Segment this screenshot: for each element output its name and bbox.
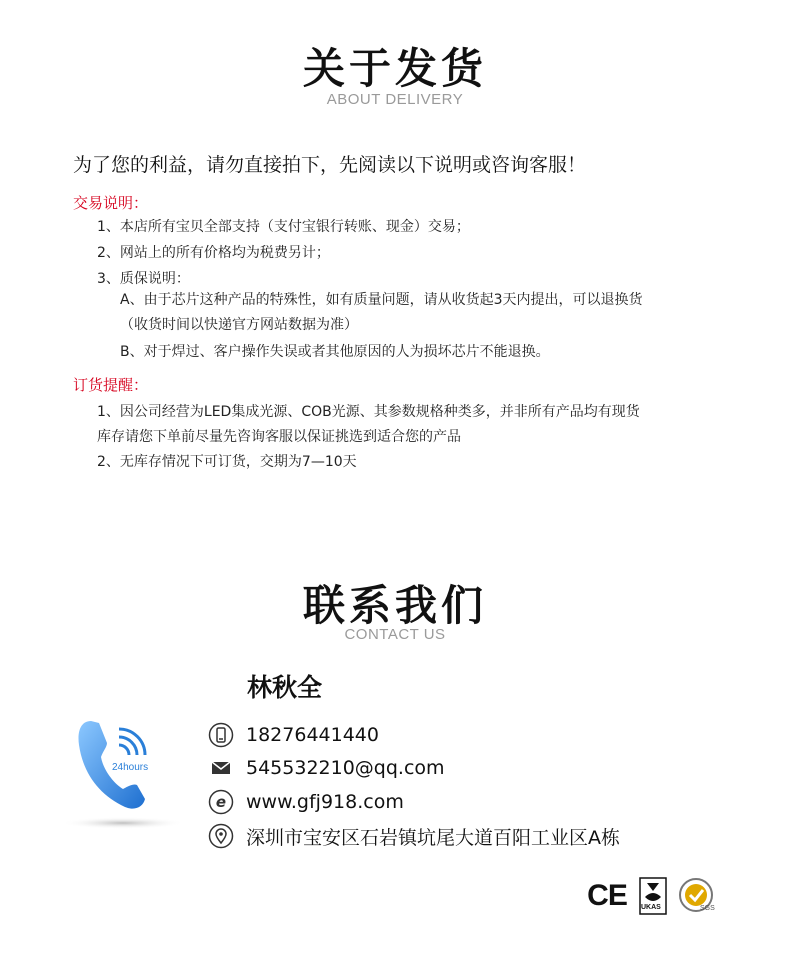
order-line-2: 库存请您下单前尽量先咨询客服以保证挑选到适合您的产品 xyxy=(97,429,461,445)
envelope-icon xyxy=(208,755,234,781)
contact-title: 联系我们 xyxy=(302,581,487,630)
trade-line-4: A、由于芯片这种产品的特殊性，如有质量问题，请从收货起3天内提出，可以退换货 xyxy=(120,292,643,308)
web-e-icon xyxy=(208,789,234,815)
contact-email-row xyxy=(208,755,445,781)
hotline-phone-graphic xyxy=(55,715,195,835)
contact-address: 深圳市宝安区石岩镇坑尾大道百阳工业区A栋 xyxy=(246,826,620,849)
contact-email[interactable]: 545532210@qq.com xyxy=(246,757,445,779)
contact-website[interactable]: www.gfj918.com xyxy=(246,791,404,813)
ukas-logo xyxy=(639,877,667,915)
sgs-text: SGS xyxy=(700,905,715,912)
trade-line-2: 2、网站上的所有价格均为税费另计； xyxy=(97,245,330,261)
mobile-phone-icon xyxy=(208,722,234,748)
order-section-title: 订货提醒： xyxy=(73,376,149,394)
ukas-text: UKAS xyxy=(641,904,661,911)
location-pin-icon xyxy=(208,823,234,849)
trade-section-title: 交易说明： xyxy=(73,194,149,212)
order-line-3: 2、无库存情况下可订货，交期为7—10天 xyxy=(97,454,357,470)
contact-subtitle: CONTACT US xyxy=(344,626,446,643)
order-line-1: 1、因公司经营为LED集成光源、COB光源、其参数规格种类多，并非所有产品均有现货 xyxy=(97,404,640,420)
trade-line-1: 1、本店所有宝贝全部支持（支付宝银行转账、现金）交易； xyxy=(97,219,470,235)
ce-mark-text: CE xyxy=(587,879,627,912)
ce-mark-logo xyxy=(584,878,630,914)
trade-line-6: B、对于焊过、客户操作失误或者其他原因的人为损坏芯片不能退换。 xyxy=(120,344,550,360)
sgs-logo xyxy=(677,877,717,915)
delivery-subtitle: ABOUT DELIVERY xyxy=(326,91,464,108)
svg-text:e: e xyxy=(215,793,227,811)
trade-line-5: （收货时间以快递官方网站数据为准） xyxy=(120,317,358,333)
contact-phone[interactable]: 18276441440 xyxy=(246,724,379,746)
contact-phone-row xyxy=(208,722,379,748)
hotline-badge-text: 24hours xyxy=(112,762,149,773)
contact-person-name: 林秋全 xyxy=(247,673,323,702)
phone-handset-icon xyxy=(55,715,195,835)
contact-website-row xyxy=(208,789,404,815)
delivery-title: 关于发货 xyxy=(302,44,487,93)
contact-address-row xyxy=(208,823,620,849)
trade-line-3: 3、质保说明： xyxy=(97,271,190,287)
delivery-intro: 为了您的利益，请勿直接拍下，先阅读以下说明或咨询客服！ xyxy=(73,154,587,176)
